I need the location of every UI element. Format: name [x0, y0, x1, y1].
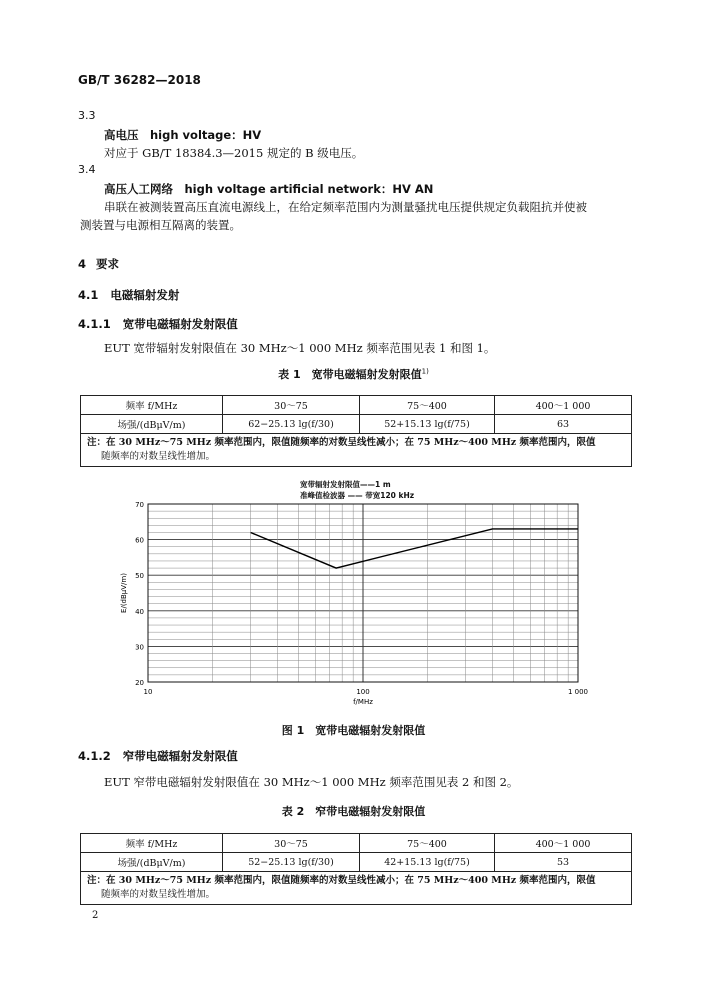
- y-tick-label: 70: [135, 501, 144, 509]
- section-4-1-1-paragraph: EUT 宽带辐射发射限值在 30 MHz～1 000 MHz 频率范围见表 1 和图 1。: [104, 341, 496, 355]
- clause-3-4-definition-line2: 测装置与电源相互隔离的装置。: [80, 218, 241, 232]
- y-axis-label: E/(dBμV/m): [120, 573, 128, 613]
- table-cell: 75～400: [360, 834, 495, 853]
- section-4-1-1-heading: [78, 316, 238, 332]
- table-cell: 75～400: [360, 396, 495, 415]
- section-4-1-2-heading: [78, 748, 238, 764]
- clause-3-3-definition: 对应于 GB/T 18384.3—2015 规定的 B 级电压。: [104, 146, 364, 160]
- table-1-note-line2: 随频率的对数呈线性增加。: [101, 451, 216, 462]
- table-cell: 62−25.13 lg(f/30): [223, 415, 360, 434]
- clause-3-3-number: 3.3: [78, 109, 96, 122]
- section-4-1-heading: [78, 287, 179, 303]
- section-4-1-2-paragraph: EUT 窄带电磁辐射发射限值在 30 MHz～1 000 MHz 频率范围见表 2 和图 2。: [104, 775, 519, 789]
- table-cell: 场强/(dBμV/m): [81, 853, 223, 872]
- table-2-note-line2: 随频率的对数呈线性增加。: [101, 889, 216, 900]
- table-row: [81, 872, 632, 905]
- table-row: [81, 396, 632, 415]
- standard-number: GB/T 36282—2018: [78, 73, 201, 87]
- table-row: [81, 415, 632, 434]
- table-cell: 场强/(dBμV/m): [81, 415, 223, 434]
- clause-3-4-definition-line1: 串联在被测装置高压直流电源线上，在给定频率范围内为测量骚扰电压提供规定负载阻抗并使被: [104, 200, 587, 214]
- table-1-caption-text: 表 1 宽带电磁辐射发射限值: [278, 368, 422, 381]
- table-cell: 42+15.13 lg(f/75): [360, 853, 495, 872]
- table-1-caption: [0, 366, 707, 382]
- y-tick-label: 30: [135, 643, 144, 652]
- clause-3-3-term: 高电压 high voltage：HV: [104, 128, 262, 142]
- table-cell: 频率 f/MHz: [81, 396, 223, 415]
- section-4-title: 要求: [96, 257, 120, 271]
- table-cell: 频率 f/MHz: [81, 834, 223, 853]
- table-1-note: [81, 434, 632, 467]
- x-tick-label: 100: [356, 688, 370, 696]
- figure-1-legend-line1: 宽带辐射发射限值——1 m: [300, 480, 391, 489]
- section-4-1-2-title: 窄带电磁辐射发射限值: [122, 749, 238, 763]
- table-row: [81, 434, 632, 467]
- x-tick-label: 10: [143, 688, 153, 696]
- table-cell: 400～1 000: [495, 396, 632, 415]
- table-2: [80, 833, 632, 905]
- table-row: [81, 853, 632, 872]
- section-4-1-1-number: 4.1.1: [78, 317, 111, 331]
- table-1: [80, 395, 632, 467]
- figure-1-chart: [100, 498, 600, 718]
- table-2-caption: 表 2 窄带电磁辐射发射限值: [281, 805, 426, 818]
- table-cell: 63: [495, 415, 632, 434]
- table-row: [81, 834, 632, 853]
- x-axis-label: f/MHz: [353, 698, 373, 706]
- y-tick-label: 50: [135, 572, 144, 581]
- page-number: 2: [92, 910, 99, 921]
- section-4-heading: [78, 256, 119, 272]
- section-4-1-number: 4.1: [78, 288, 99, 302]
- y-tick-label: 40: [135, 607, 144, 616]
- clause-3-4-term: 高压人工网络 high voltage artificial network：HV AN: [104, 182, 434, 196]
- x-tick-label: 1 000: [567, 688, 589, 696]
- section-4-1-title: 电磁辐射发射: [110, 288, 180, 302]
- table-1-note-line1: 注：在 30 MHz～75 MHz 频率范围内，限值随频率的对数呈线性减小；在 75 MHz～400 MHz 频率范围内，限值: [87, 437, 596, 448]
- table-cell: 30～75: [223, 396, 360, 415]
- section-4-1-1-title: 宽带电磁辐射发射限值: [122, 317, 238, 331]
- figure-1-caption: 图 1 宽带电磁辐射发射限值: [281, 724, 426, 737]
- table-cell: 52−25.13 lg(f/30): [223, 853, 360, 872]
- y-tick-label: 20: [135, 679, 144, 687]
- table-1-footnote-mark: 1): [421, 367, 429, 376]
- table-cell: 53: [495, 853, 632, 872]
- section-4-number: 4: [78, 257, 87, 271]
- table-cell: 52+15.13 lg(f/75): [360, 415, 495, 434]
- limit-line-series: [251, 529, 578, 568]
- table-2-note: [81, 872, 632, 905]
- table-2-note-line1: 注：在 30 MHz～75 MHz 频率范围内，限值随频率的对数呈线性减小；在 75 MHz～400 MHz 频率范围内，限值: [87, 875, 596, 886]
- section-4-1-2-number: 4.1.2: [78, 749, 111, 763]
- figure-1-legend-line2: 准峰值检波器 —— 带宽120 kHz: [300, 491, 415, 500]
- table-cell: 30～75: [223, 834, 360, 853]
- clause-3-4-number: 3.4: [78, 163, 96, 176]
- y-tick-label: 60: [135, 536, 144, 545]
- table-cell: 400～1 000: [495, 834, 632, 853]
